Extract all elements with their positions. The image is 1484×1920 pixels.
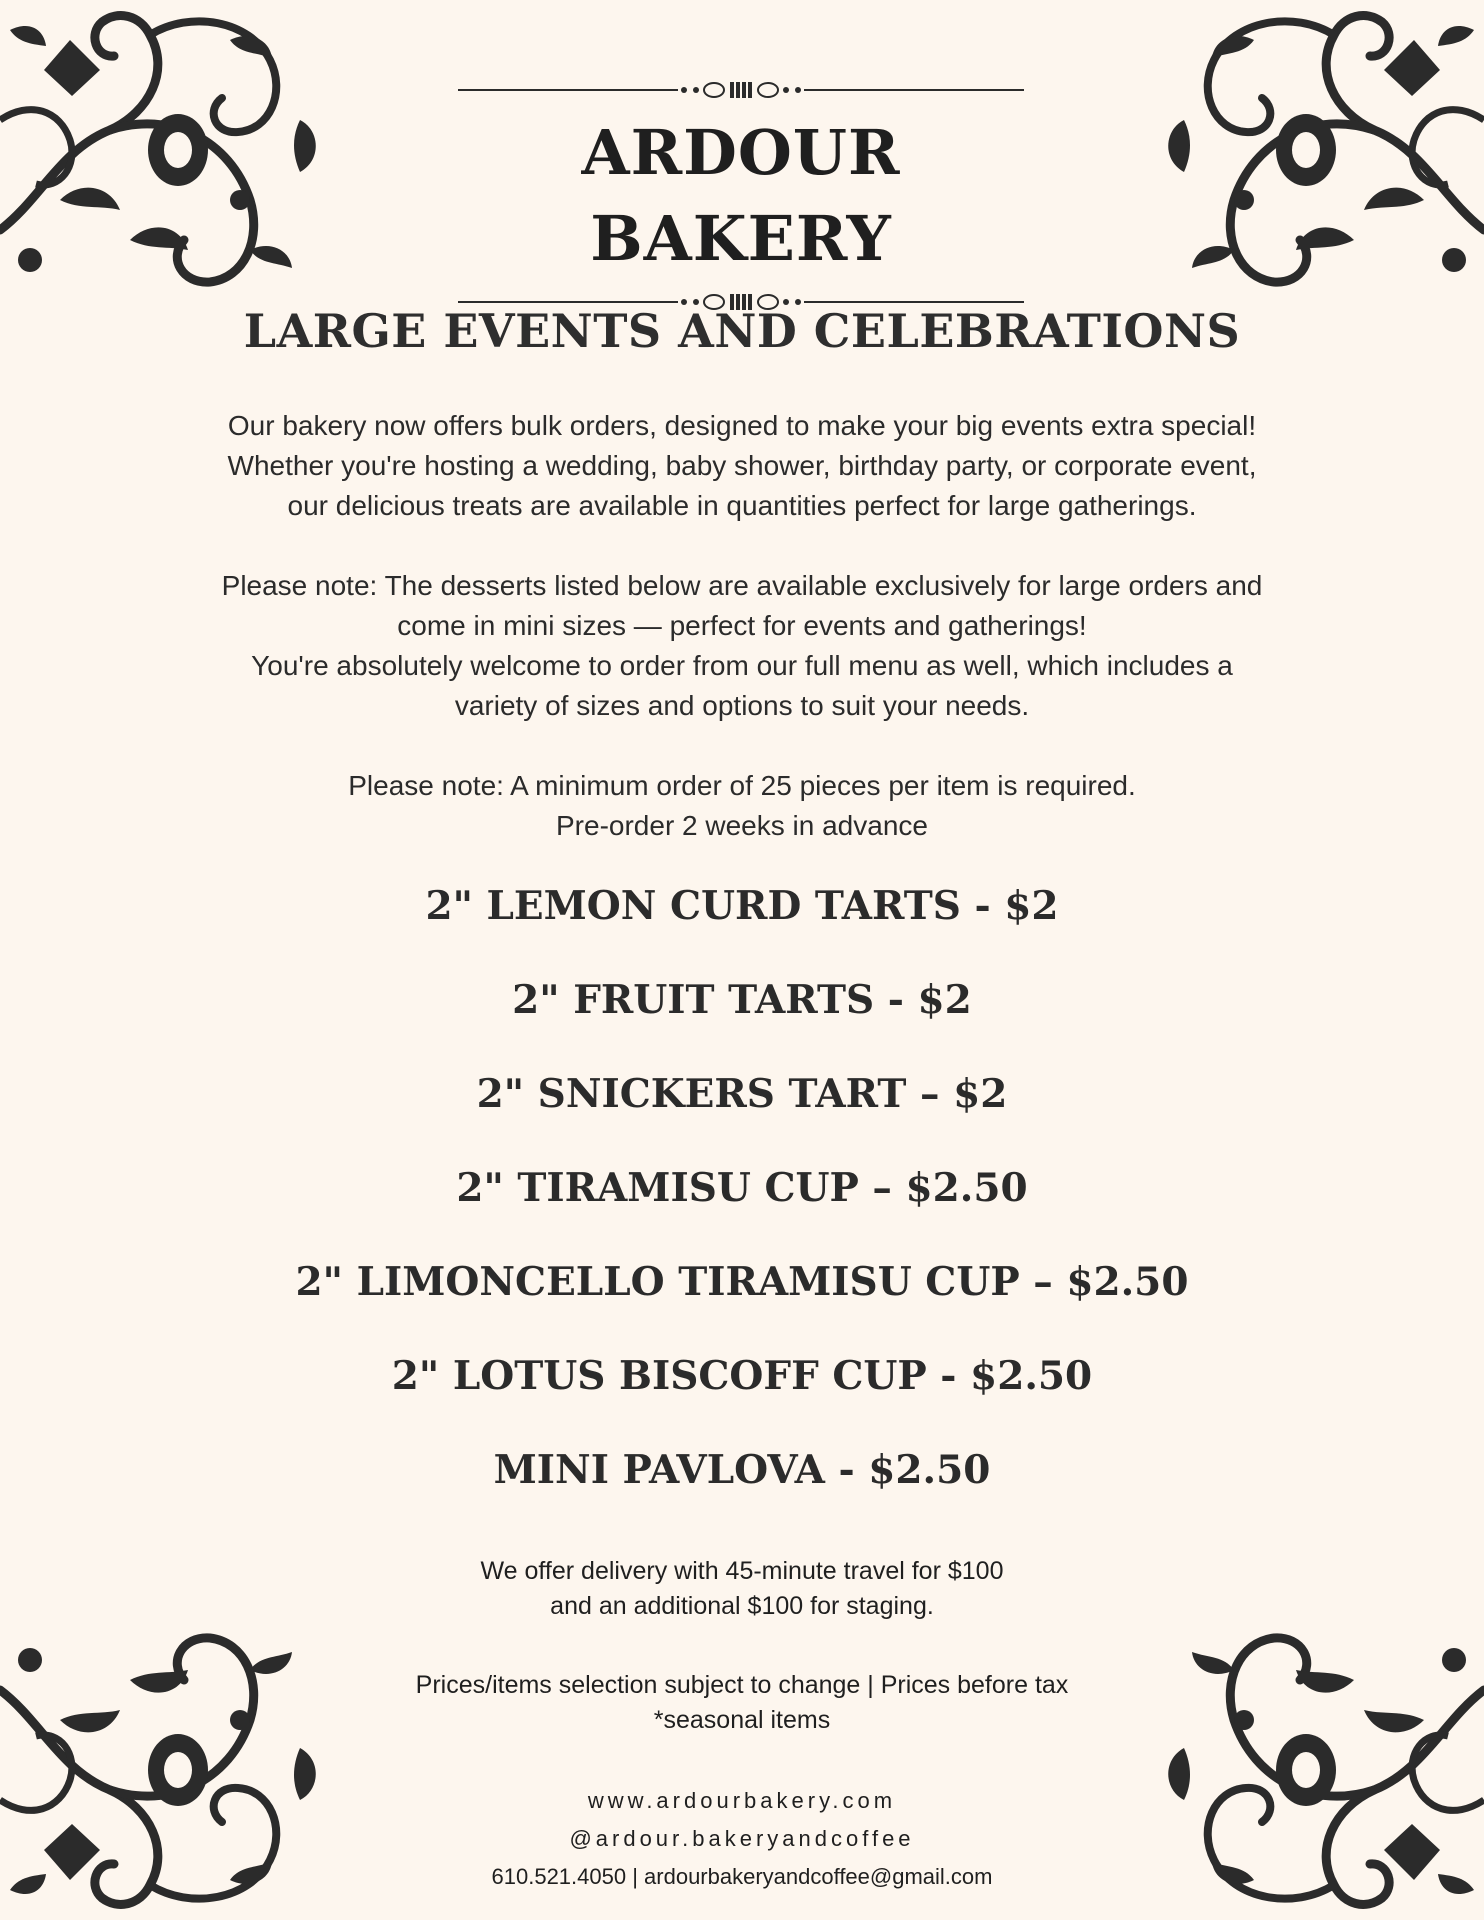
delivery-line: We offer delivery with 45-minute travel for $100: [480, 1557, 1004, 1585]
intro-paragraph-1: [110, 406, 1374, 526]
menu-item-lotus-biscoff-cup: 2" LOTUS BISCOFF CUP - $2.50: [391, 1353, 1093, 1399]
intro-paragraph-2: [110, 566, 1374, 726]
intro-line: Please note: The desserts listed below are available exclusively for large orders and: [221, 570, 1263, 601]
menu-item-tiramisu-cup: 2" TIRAMISU CUP – $2.50: [456, 1165, 1028, 1211]
intro-line: variety of sizes and options to suit your needs.: [454, 690, 1030, 721]
menu-item-mini-pavlova: MINI PAVLOVA - $2.50: [493, 1447, 991, 1493]
pricing-note-line: Prices/items selection subject to change | Prices before tax: [415, 1671, 1069, 1699]
delivery-info: [0, 1554, 1484, 1624]
intro-line: You're absolutely welcome to order from our full menu as well, which includes a: [251, 650, 1233, 681]
corner-ornament-top-right-icon: [1144, 0, 1484, 300]
intro-line: Please note: A minimum order of 25 pieces per item is required.: [348, 770, 1136, 801]
intro-paragraph-3: [110, 766, 1374, 846]
menu-item-lemon-curd-tarts: 2" LEMON CURD TARTS - $2: [425, 883, 1059, 929]
bakery-name: ARDOUR BAKERY: [581, 116, 901, 275]
footer: [0, 1554, 1484, 1896]
social-handle[interactable]: @ardour.bakeryandcoffee: [569, 1826, 915, 1851]
menu-list: [0, 876, 1484, 1534]
section-title: LARGE EVENTS AND CELEBRATIONS: [243, 304, 1241, 358]
pricing-notes: [0, 1668, 1484, 1738]
intro-line: Whether you're hosting a wedding, baby shower, birthday party, or corporate event,: [227, 450, 1257, 481]
menu-item-fruit-tarts: 2" FRUIT TARTS - $2: [512, 977, 972, 1023]
intro-line: come in mini sizes — perfect for events and gatherings!: [397, 610, 1087, 641]
menu-item-snickers-tart: 2" SNICKERS TART – $2: [476, 1071, 1008, 1117]
corner-ornament-top-left-icon: [0, 0, 340, 300]
header: [458, 70, 1024, 322]
top-divider-icon: [458, 70, 1024, 110]
intro-line: our delicious treats are available in quantities perfect for large gatherings.: [287, 490, 1197, 521]
intro-text: [110, 406, 1374, 886]
menu-item-limoncello-tiramisu-cup: 2" LIMONCELLO TIRAMISU CUP – $2.50: [295, 1259, 1189, 1305]
intro-line: Pre-order 2 weeks in advance: [556, 810, 928, 841]
pricing-note-line: *seasonal items: [653, 1706, 831, 1734]
intro-line: Our bakery now offers bulk orders, designed to make your big events extra special!: [227, 410, 1257, 441]
phone-email[interactable]: 610.521.4050 | ardourbakeryandcoffee@gmail.com: [491, 1864, 993, 1889]
delivery-line: and an additional $100 for staging.: [550, 1592, 934, 1620]
contact-info: [0, 1782, 1484, 1896]
website-link[interactable]: www.ardourbakery.com: [587, 1788, 897, 1813]
